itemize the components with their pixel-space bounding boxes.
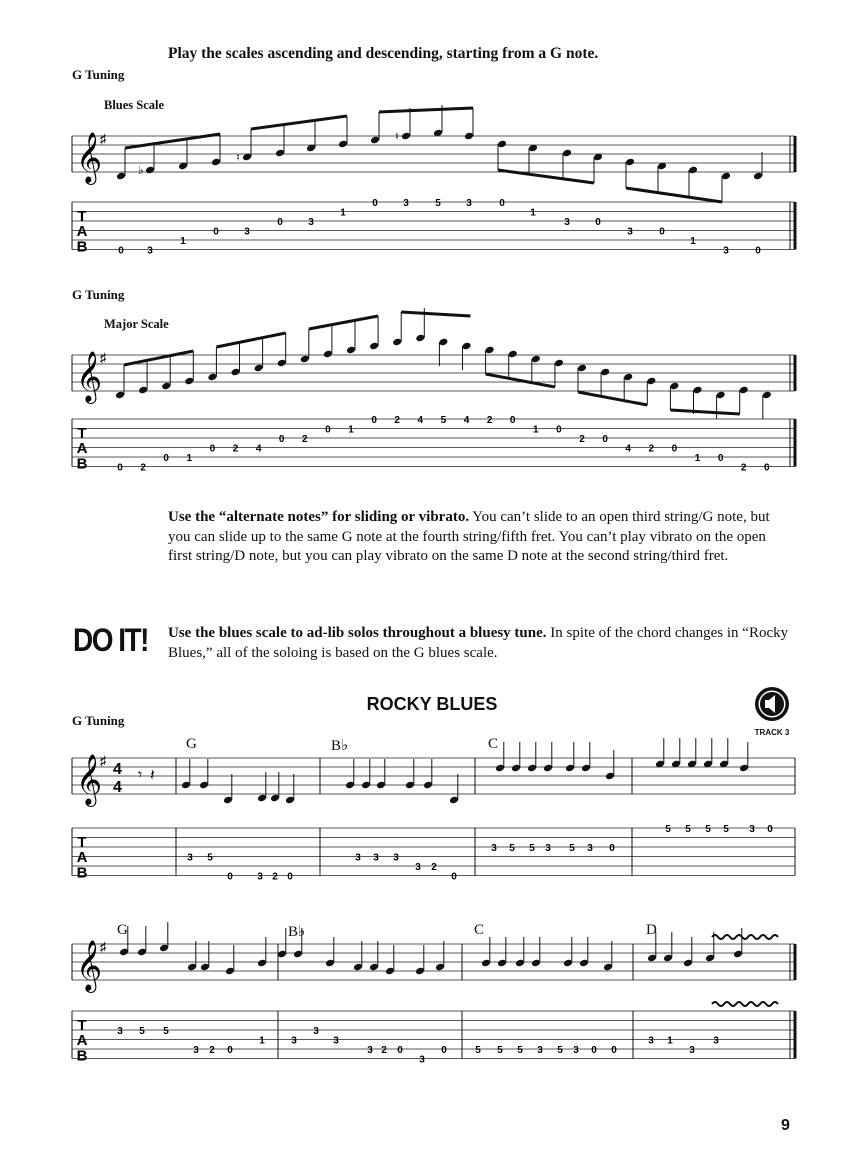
tab-fret-number: 3 bbox=[313, 1026, 319, 1037]
tab-fret-number: 1 bbox=[180, 236, 186, 247]
tab-fret-number: 3 bbox=[545, 843, 551, 854]
tab-fret-number: 3 bbox=[564, 217, 570, 228]
tab-fret-number: 0 bbox=[509, 415, 516, 426]
tab-fret-number: 0 bbox=[287, 871, 293, 883]
sharp-key-signature: ♯ bbox=[100, 350, 107, 365]
tab-fret-number: 0 bbox=[117, 462, 123, 474]
tab-fret-number: 5 bbox=[435, 198, 441, 209]
tab-fret-number: 2 bbox=[486, 415, 493, 426]
tab-fret-number: 2 bbox=[232, 443, 239, 455]
major-scale-title: Major Scale bbox=[104, 317, 169, 331]
alternate-notes-lead: Use the “alternate notes” for sliding or vibrato. bbox=[168, 509, 470, 525]
track-label: TRACK 3 bbox=[754, 728, 790, 737]
tab-fret-number: 3 bbox=[147, 245, 153, 257]
treble-clef-icon: 𝄞 bbox=[76, 133, 103, 182]
tab-fret-number: 4 bbox=[463, 415, 470, 426]
tab-fret-number: 3 bbox=[723, 245, 729, 257]
tab-fret-number: 2 bbox=[140, 462, 146, 474]
tab-fret-number: 0 bbox=[717, 453, 724, 464]
tab-fret-number: 0 bbox=[602, 434, 608, 445]
tab-fret-number: 0 bbox=[209, 443, 216, 455]
tab-fret-number: 0 bbox=[609, 843, 615, 854]
tab-fret-number: 5 bbox=[557, 1045, 563, 1056]
rest-symbol: 𝄽 bbox=[150, 767, 155, 784]
tab-clef: T bbox=[77, 834, 87, 851]
tab-fret-number: 5 bbox=[517, 1045, 523, 1056]
tab-fret-number: 0 bbox=[755, 245, 761, 257]
tab-fret-number: 3 bbox=[193, 1045, 199, 1056]
tab-fret-number: 1 bbox=[186, 453, 193, 464]
chord-symbol: B♭ bbox=[288, 924, 306, 940]
tab-fret-number: 3 bbox=[244, 226, 250, 238]
tab-fret-number: 0 bbox=[591, 1045, 597, 1056]
tab-fret-number: 1 bbox=[530, 207, 536, 219]
tab-fret-number: 4 bbox=[255, 443, 262, 455]
note-beam bbox=[486, 374, 555, 387]
tab-fret-number: 0 bbox=[451, 871, 457, 883]
tab-fret-number: 5 bbox=[475, 1045, 481, 1056]
tab-fret-number: 0 bbox=[397, 1045, 403, 1056]
tab-fret-number: 0 bbox=[163, 453, 169, 464]
sharp-key-signature: ♯ bbox=[100, 131, 107, 146]
tab-fret-number: 0 bbox=[499, 198, 505, 209]
time-signature: 4 bbox=[113, 761, 122, 778]
chord-symbol: C bbox=[474, 922, 485, 938]
tab-fret-number: 2 bbox=[381, 1045, 387, 1056]
tab-fret-number: 3 bbox=[419, 1054, 425, 1066]
tab-fret-number: 3 bbox=[491, 843, 497, 854]
chord-symbol: B♭ bbox=[331, 738, 349, 754]
tab-fret-number: 0 bbox=[325, 424, 331, 436]
tab-fret-number: 0 bbox=[278, 434, 285, 445]
tab-clef: A bbox=[76, 1032, 88, 1050]
tab-fret-number: 5 bbox=[569, 843, 575, 854]
tab-fret-number: 3 bbox=[648, 1035, 654, 1047]
tab-fret-number: 1 bbox=[533, 424, 539, 436]
blues-scale-title: Blues Scale bbox=[104, 98, 165, 112]
tab-fret-number: 1 bbox=[348, 424, 354, 436]
tab-fret-number: 5 bbox=[723, 824, 729, 835]
tuning-label: G Tuning bbox=[72, 713, 125, 728]
do-it-lead: Use the blues scale to ad-lib solos throughout a bluesy tune. bbox=[168, 625, 547, 641]
tab-fret-number: 5 bbox=[163, 1026, 169, 1037]
tab-fret-number: 5 bbox=[705, 824, 711, 835]
rest-symbol: 𝄾 bbox=[138, 767, 143, 784]
tab-fret-number: 2 bbox=[272, 871, 278, 883]
treble-clef-icon: 𝄞 bbox=[76, 352, 103, 401]
tab-fret-number: 3 bbox=[713, 1035, 719, 1047]
tab-fret-number: 2 bbox=[302, 434, 308, 445]
do-it-paragraph bbox=[168, 624, 792, 663]
tab-fret-number: 2 bbox=[431, 862, 437, 873]
tab-clef: B bbox=[76, 455, 88, 473]
sharp-key-signature: ♯ bbox=[100, 753, 107, 768]
tab-fret-number: 5 bbox=[665, 824, 671, 835]
note-beam bbox=[379, 108, 473, 112]
time-signature: 4 bbox=[113, 779, 122, 796]
do-it-badge: DO IT! bbox=[73, 622, 148, 658]
tab-clef: A bbox=[76, 223, 88, 241]
tab-clef: B bbox=[76, 864, 88, 882]
note-beam bbox=[626, 188, 722, 202]
tab-fret-number: 0 bbox=[118, 245, 124, 257]
tab-fret-number: 1 bbox=[340, 207, 346, 219]
vibrato-mark bbox=[712, 935, 778, 939]
tab-clef: A bbox=[76, 849, 88, 867]
tab-fret-number: 5 bbox=[207, 852, 213, 864]
tab-fret-number: 5 bbox=[685, 824, 691, 835]
page-number: 9 bbox=[781, 1117, 790, 1134]
tab-fret-number: 1 bbox=[690, 236, 696, 247]
tab-fret-number: 3 bbox=[333, 1035, 339, 1047]
tab-fret-number: 4 bbox=[417, 415, 424, 426]
tab-fret-number: 3 bbox=[415, 862, 421, 873]
tuning-label: G Tuning bbox=[72, 287, 125, 302]
tab-fret-number: 0 bbox=[764, 462, 770, 474]
tab-fret-number: 0 bbox=[767, 824, 773, 835]
tab-fret-number: 0 bbox=[277, 217, 283, 228]
tab-fret-number: 3 bbox=[308, 217, 314, 228]
treble-clef-icon: 𝄞 bbox=[76, 755, 103, 804]
tab-fret-number: 3 bbox=[117, 1026, 123, 1037]
tab-fret-number: 2 bbox=[579, 434, 585, 445]
major-scale-notation bbox=[72, 308, 795, 474]
tab-fret-number: 0 bbox=[213, 226, 219, 238]
tab-fret-number: 3 bbox=[367, 1045, 373, 1056]
vibrato-mark bbox=[712, 1002, 778, 1006]
tab-fret-number: 3 bbox=[373, 852, 379, 864]
chord-symbol: D bbox=[646, 922, 657, 938]
tab-fret-number: 3 bbox=[393, 852, 399, 864]
chord-symbol: G bbox=[186, 736, 197, 752]
tab-clef: B bbox=[76, 238, 88, 256]
track-badge[interactable] bbox=[752, 686, 792, 737]
speaker-icon bbox=[754, 686, 790, 722]
tab-fret-number: 5 bbox=[440, 415, 447, 426]
tab-fret-number: 1 bbox=[667, 1035, 673, 1047]
tab-fret-number: 3 bbox=[291, 1035, 297, 1047]
rocky-blues-system-2 bbox=[72, 922, 795, 1066]
intro-text: Play the scales ascending and descending, starting from a G note. bbox=[168, 45, 599, 62]
note-beam bbox=[670, 410, 739, 414]
note-beam bbox=[124, 351, 193, 365]
tab-fret-number: 0 bbox=[372, 198, 378, 209]
note-beam bbox=[578, 392, 647, 405]
song-title: ROCKY BLUES bbox=[366, 694, 498, 714]
tab-clef: T bbox=[77, 1017, 87, 1034]
tab-fret-number: 3 bbox=[627, 226, 633, 238]
tab-fret-number: 3 bbox=[403, 198, 409, 209]
tab-fret-number: 4 bbox=[625, 443, 631, 455]
tab-fret-number: 1 bbox=[694, 453, 701, 464]
note-beam bbox=[251, 116, 347, 129]
rocky-blues-system-1 bbox=[72, 738, 795, 883]
tab-fret-number: 0 bbox=[659, 226, 665, 238]
tab-fret-number: 1 bbox=[259, 1035, 265, 1047]
tab-fret-number: 3 bbox=[187, 852, 193, 864]
tab-fret-number: 0 bbox=[595, 217, 601, 228]
tab-fret-number: 0 bbox=[611, 1045, 617, 1056]
tab-fret-number: 0 bbox=[371, 415, 377, 426]
tab-fret-number: 2 bbox=[648, 443, 655, 455]
sharp-key-signature: ♯ bbox=[100, 939, 107, 954]
note-beam bbox=[216, 333, 285, 347]
tab-fret-number: 2 bbox=[394, 415, 400, 426]
tab-fret-number: 3 bbox=[355, 852, 361, 864]
tab-fret-number: 0 bbox=[671, 443, 678, 455]
tab-clef: A bbox=[76, 440, 88, 458]
tab-fret-number: 3 bbox=[537, 1045, 543, 1056]
blues-scale-notation bbox=[72, 105, 795, 257]
flat-sign: ♭ bbox=[138, 163, 144, 177]
alternate-notes-body: You can’t slide to an open third string/G note, but you can slide up to the same G note at the fourth string/fifth fret. You can’t play vibrato on the open first string/D note, but you can play vibrato on the same D note at the second string/third fret. bbox=[168, 509, 770, 564]
alternate-notes-paragraph bbox=[168, 508, 792, 567]
tab-fret-number: 3 bbox=[466, 198, 472, 209]
tab-fret-number: 0 bbox=[441, 1045, 447, 1056]
natural-sign: ♮ bbox=[395, 131, 399, 143]
treble-clef-icon: 𝄞 bbox=[76, 941, 103, 990]
tab-fret-number: 0 bbox=[227, 1045, 233, 1056]
tab-fret-number: 3 bbox=[257, 871, 263, 883]
tab-fret-number: 2 bbox=[209, 1045, 215, 1056]
note-beam bbox=[309, 316, 378, 329]
tab-clef: T bbox=[77, 208, 87, 225]
tab-fret-number: 3 bbox=[587, 843, 593, 854]
tab-fret-number: 5 bbox=[529, 843, 535, 854]
note-beam bbox=[401, 312, 470, 316]
tab-fret-number: 5 bbox=[509, 843, 515, 854]
natural-sign: ♮ bbox=[236, 152, 240, 164]
tuning-label: G Tuning bbox=[72, 67, 125, 82]
tab-clef: B bbox=[76, 1047, 88, 1065]
tab-fret-number: 0 bbox=[556, 424, 562, 436]
tab-fret-number: 5 bbox=[497, 1045, 503, 1056]
tab-fret-number: 0 bbox=[227, 871, 233, 883]
tab-fret-number: 5 bbox=[139, 1026, 145, 1037]
tab-clef: T bbox=[77, 425, 87, 442]
do-it-body: In spite of the chord changes in “Rocky Blues,” all of the soloing is based on the G blues scale. bbox=[168, 625, 789, 661]
chord-symbol: G bbox=[117, 922, 128, 938]
tab-fret-number: 3 bbox=[573, 1045, 579, 1056]
chord-symbol: C bbox=[488, 736, 499, 752]
tab-fret-number: 3 bbox=[689, 1045, 695, 1056]
tab-fret-number: 3 bbox=[749, 824, 755, 835]
tab-fret-number: 2 bbox=[740, 462, 747, 474]
